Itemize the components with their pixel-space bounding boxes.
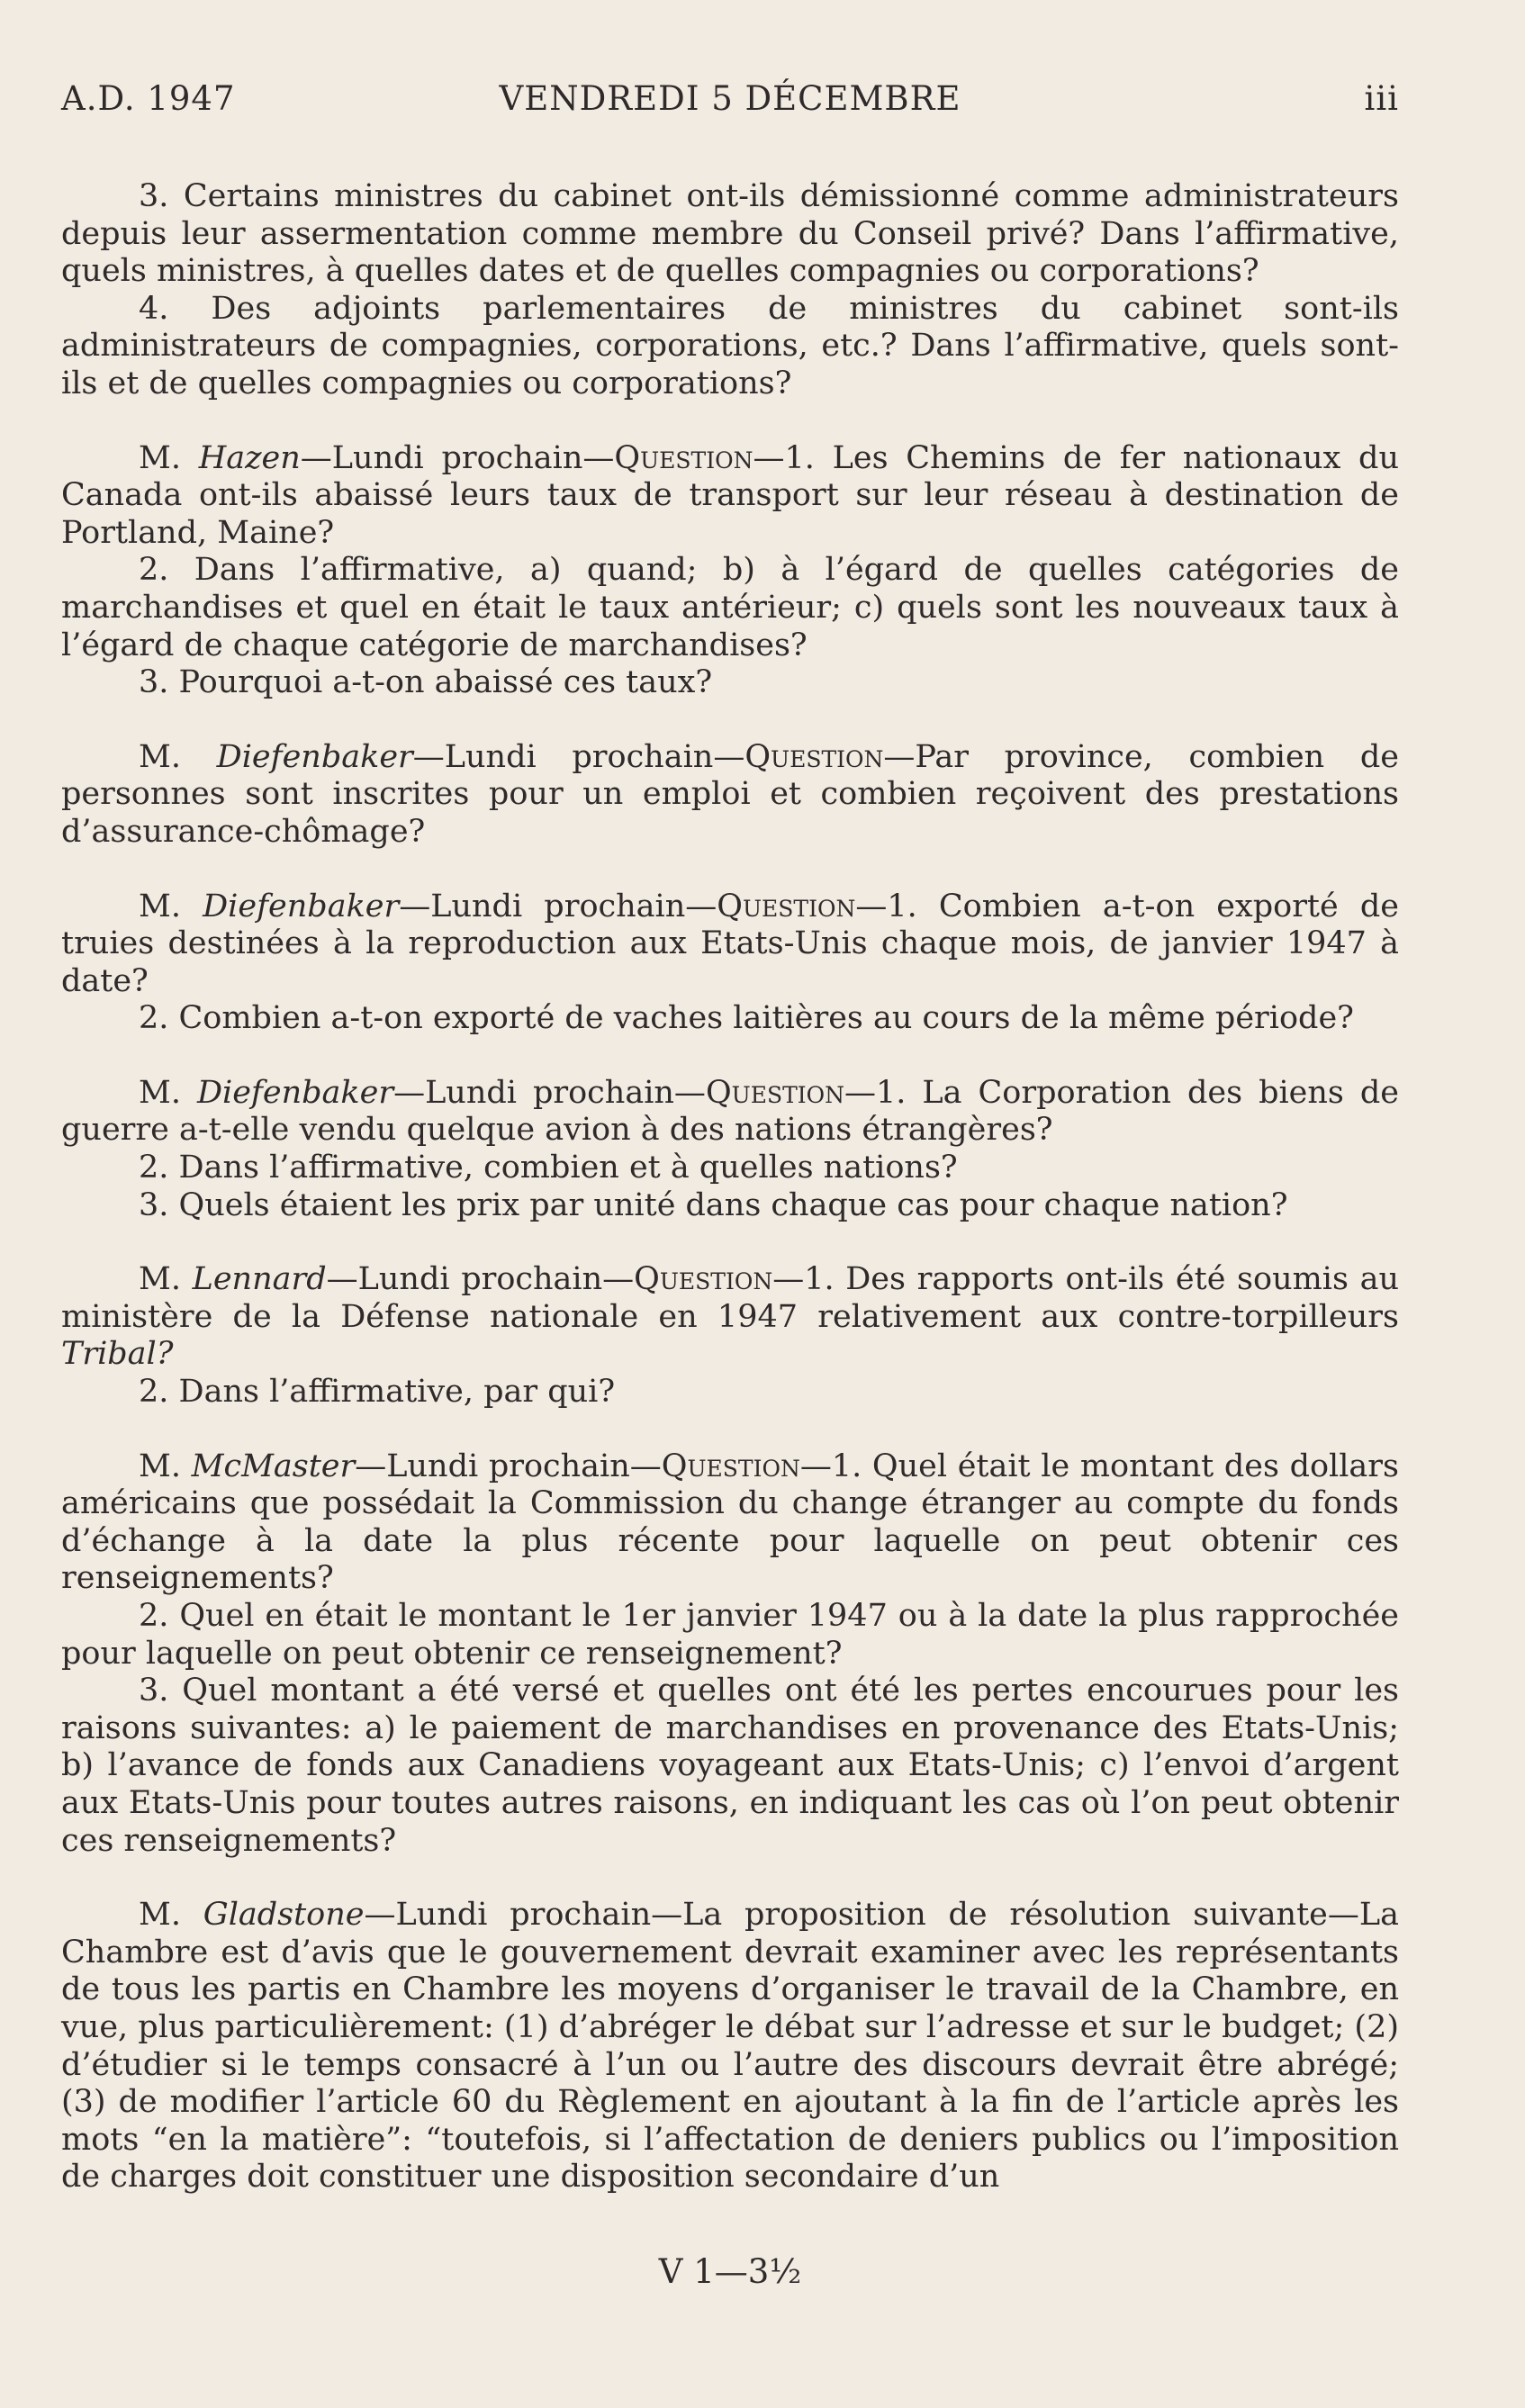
notice-date: —Lundi prochain—: [393, 1074, 706, 1111]
member-prefix: M.: [139, 888, 203, 924]
member-prefix: M.: [139, 738, 217, 775]
question-entry: [61, 739, 1399, 852]
question-entry: [61, 1897, 1399, 2196]
paragraph-text: —1. Des rapports ont-ils été soumis au ministère de la Défense nationale en 1947 relativement aux contre-torpilleurs: [61, 1261, 1399, 1335]
notice-date: —Lundi prochain—: [412, 738, 745, 775]
paragraph-text: 3. Quel montant a été versé et quelles ont été les pertes encourues pour les raisons suivantes: a) le paiement de marchandises en provenance des Etats-Unis; b) l’avance de fonds aux Canadiens voyageant aux Etats-Unis; c) l’envoi d’argent aux Etats-Unis pour toutes autres raisons, en indiquant les cas où l’on peut obtenir ces renseignements?: [61, 1673, 1399, 1859]
paragraph-text: —1. Combien a-t-on exporté de truies destinées à la reproduction aux Etats-Unis chaque mois, de janvier 1947 à date?: [61, 888, 1399, 999]
member-name: Diefenbaker: [216, 738, 413, 775]
paragraph-text: 2. Combien a-t-on exporté de vaches laitières au cours de la même période?: [139, 1000, 1354, 1037]
question-entry: [61, 1448, 1399, 1598]
question-paragraph: [61, 1187, 1399, 1225]
paragraph-text: 2. Dans l’affirmative, par qui?: [139, 1374, 616, 1411]
question-paragraph: [61, 291, 1399, 403]
header-year: A.D. 1947: [61, 79, 236, 118]
paragraph-text: 2. Dans l’affirmative, a) quand; b) à l’égard de quelles catégories de marchandises et quel en était le taux antérieur; c) quels sont les nouveaux taux à l’égard de chaque catégorie de marchandises?: [61, 552, 1399, 663]
question-entry: [61, 1261, 1399, 1374]
question-paragraph: [61, 1150, 1399, 1187]
paragraph-text: 3. Quels étaient les prix par unité dans chaque cas pour chaque nation?: [139, 1186, 1288, 1223]
question-paragraph: [61, 664, 1399, 702]
member-prefix: M.: [139, 1074, 197, 1111]
notice-date: —Lundi prochain—: [355, 1448, 662, 1484]
question-paragraph: [61, 552, 1399, 664]
question-keyword: Question: [614, 439, 753, 476]
question-keyword: Question: [717, 888, 856, 924]
question-entry: [61, 440, 1399, 553]
header-page-number: iii: [1364, 79, 1399, 118]
notice-date: —Lundi prochain—: [326, 1261, 635, 1298]
question-entry: [61, 1075, 1399, 1150]
document-page: [61, 0, 1399, 2408]
paragraph-text: 3. Certains ministres du cabinet ont-ils démissionné comme administrateurs depuis leur assermentation comme membre du Conseil privé? Dans l’affirmative, quels ministres, à quelles dates et de quelles compagnies ou corporations?: [61, 178, 1399, 290]
member-prefix: M.: [139, 439, 199, 476]
paragraph-text: 3. Pourquoi a-t-on abaissé ces taux?: [139, 664, 713, 701]
member-prefix: M.: [139, 1261, 193, 1298]
notice-date: —Lundi prochain—: [364, 1897, 683, 1934]
member-name: McMaster: [191, 1448, 356, 1484]
paragraph-text: —1. La Corporation des biens de guerre a-t-elle vendu quelque avion à des nations étrangères?: [61, 1074, 1399, 1149]
header-date: VENDREDI 5 DÉCEMBRE: [499, 79, 961, 118]
question-keyword: Question: [661, 1448, 800, 1484]
question-entry: [61, 888, 1399, 1001]
question-paragraph: [61, 1673, 1399, 1860]
question-paragraph: [61, 1598, 1399, 1673]
paragraph-text: 4. Des adjoints parlementaires de ministres du cabinet sont-ils administrateurs de compagnies, corporations, etc.? Dans l’affirmative, quels sont-ils et de quelles compagnies ou corporations?: [61, 290, 1399, 401]
paragraph-text: 2. Dans l’affirmative, combien et à quelles nations?: [139, 1150, 958, 1186]
paragraph-text: La proposition de résolution suivante—La Chambre est d’avis que le gouvernement devrait examiner avec les représentants de tous les partis en Chambre les moyens d’organiser le travail de la Chambre, en vue, plus particulièrement: (1) d’abréger le débat sur l’adresse et sur le budget; (2) d’étudier si le temps consacré à l’un ou l’autre des discours devrait être abrégé; (3) de modifier l’article 60 du Règlement en ajoutant à la fin de l’article après les mots “en la matière”: “toutefois, si l’affectation de deniers publics ou l’imposition de charges doit constituer une disposition secondaire d’un: [61, 1897, 1399, 2196]
question-paragraph: [61, 178, 1399, 291]
question-paragraph: [61, 1374, 1399, 1411]
member-name: Lennard: [192, 1261, 327, 1298]
member-prefix: M.: [139, 1448, 192, 1484]
question-keyword: Question: [744, 738, 884, 775]
member-name: Hazen: [198, 439, 301, 476]
document-body: [61, 178, 1399, 2196]
notice-date: —Lundi prochain—: [300, 439, 615, 476]
notice-date: —Lundi prochain—: [399, 888, 717, 924]
italic-term: Tribal?: [61, 1336, 174, 1373]
page-footer: V 1—3½: [658, 2252, 802, 2291]
question-keyword: Question: [634, 1261, 773, 1298]
page-header: [61, 79, 1399, 124]
member-prefix: M.: [139, 1897, 203, 1934]
paragraph-text: —1. Quel était le montant des dollars américains que possédait la Commission du change étranger au compte du fonds d’échange à la date la plus récente pour laquelle on peut obtenir ces renseignements?: [61, 1448, 1399, 1597]
paragraph-text: 2. Quel en était le montant le 1er janvier 1947 ou à la date la plus rapprochée pour laquelle on peut obtenir ce renseignement?: [61, 1598, 1399, 1672]
question-paragraph: [61, 1000, 1399, 1038]
paragraph-text: —Par province, combien de personnes sont inscrites pour un emploi et combien reçoivent des prestations d’assurance-chômage?: [61, 738, 1399, 850]
member-name: Gladstone: [203, 1897, 365, 1934]
member-name: Diefenbaker: [203, 888, 400, 924]
member-name: Diefenbaker: [196, 1074, 394, 1111]
paragraph-text: —1. Les Chemins de fer nationaux du Canada ont-ils abaissé leurs taux de transport sur leur réseau à destination de Portland, Maine?: [61, 439, 1400, 551]
question-keyword: Question: [705, 1074, 844, 1111]
